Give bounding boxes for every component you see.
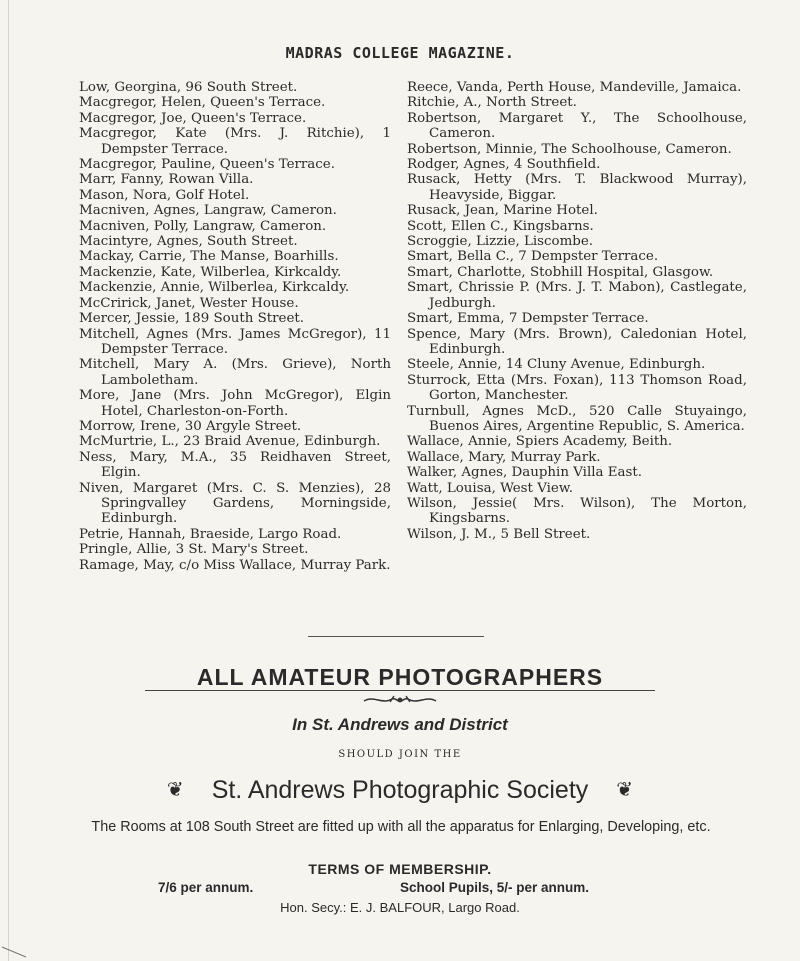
advert-rooms-text: The Rooms at 108 South Street are fitted up with all the apparatus for Enlarging, Developing, etc. [91, 819, 711, 835]
list-item: Mitchell, Agnes (Mrs. James McGregor), 11 Dempster Terrace. [79, 326, 391, 357]
list-item: Robertson, Minnie, The Schoolhouse, Cameron. [407, 141, 732, 157]
directory-right-column [407, 80, 747, 542]
list-item: Mason, Nora, Golf Hotel. [79, 187, 250, 203]
list-item: Sturrock, Etta (Mrs. Foxan), 113 Thomson Road, Gorton, Manchester. [407, 372, 747, 404]
list-item: Petrie, Hannah, Braeside, Largo Road. [79, 526, 342, 542]
list-item: Ramage, May, c/o Miss Wallace, Murray Park. [79, 557, 391, 573]
list-item: Wilson, Jessie( Mrs. Wilson), The Morton, Kingsbarns. [407, 495, 747, 527]
list-item: Mackay, Carrie, The Manse, Boarhills. [79, 249, 339, 265]
list-item: Rusack, Jean, Marine Hotel. [407, 203, 598, 219]
ornament-icon [360, 693, 440, 707]
terms-heading: TERMS OF MEMBERSHIP. [308, 861, 492, 877]
list-item: Mitchell, Mary A. (Mrs. Grieve), North Lamboletham. [79, 357, 391, 388]
list-item: Steele, Annie, 14 Cluny Avenue, Edinburgh. [407, 357, 706, 373]
fee-annual: 7/6 per annum. [158, 880, 254, 895]
list-item: Scroggie, Lizzie, Liscombe. [407, 234, 594, 250]
leaf-ornament-icon: ❦ [616, 779, 634, 801]
list-item: Niven, Margaret (Mrs. C. S. Menzies), 28 Springvalley Gardens, Morningside, Edinburgh. [79, 480, 391, 527]
list-item: Ritchie, A., North Street. [407, 95, 577, 111]
list-item: Mackenzie, Kate, Wilberlea, Kirkcaldy. [79, 264, 342, 280]
section-divider [308, 636, 484, 637]
list-item: McCririck, Janet, Wester House. [79, 295, 299, 311]
list-item: Rodger, Agnes, 4 Southfield. [407, 157, 601, 173]
list-item: Turnbull, Agnes McD., 520 Calle Stuyaingo, Buenos Aires, Argentine Republic, S. America. [407, 403, 747, 434]
list-item: Macgregor, Kate (Mrs. J. Ritchie), 1 Dempster Terrace. [79, 126, 391, 157]
list-item: Morrow, Irene, 30 Argyle Street. [79, 418, 302, 434]
list-item: Macniven, Agnes, Langraw, Cameron. [79, 203, 337, 219]
list-item: Low, Georgina, 96 South Street. [79, 80, 298, 95]
list-item: Wallace, Annie, Spiers Academy, Beith. [407, 434, 673, 450]
list-item: More, Jane (Mrs. John McGregor), Elgin Hotel, Charleston-on-Forth. [79, 388, 391, 419]
list-item: Spence, Mary (Mrs. Brown), Caledonian Hotel, Edinburgh. [407, 326, 747, 357]
page-title: MADRAS COLLEGE MAGAZINE. [285, 44, 515, 62]
page-edge [8, 0, 9, 961]
list-item: McMurtrie, L., 23 Braid Avenue, Edinburgh. [79, 434, 381, 450]
advert-subtitle: In St. Andrews and District [292, 715, 508, 734]
society-name-line [0, 776, 800, 805]
directory-left-column [79, 80, 391, 573]
list-item: Smart, Bella C., 7 Dempster Terrace. [407, 249, 659, 265]
list-item: Scott, Ellen C., Kingsbarns. [407, 218, 594, 234]
list-item: Marr, Fanny, Rowan Villa. [79, 172, 254, 188]
list-item: Wallace, Mary, Murray Park. [407, 449, 601, 465]
list-item: Smart, Chrissie P. (Mrs. J. T. Mabon), Castlegate, Jedburgh. [407, 280, 747, 311]
list-item: Pringle, Allie, 3 St. Mary's Street. [79, 542, 309, 558]
list-item: Macgregor, Joe, Queen's Terrace. [79, 110, 307, 126]
list-item: Rusack, Hetty (Mrs. T. Blackwood Murray), Heavyside, Biggar. [407, 172, 747, 203]
list-item: Smart, Emma, 7 Dempster Terrace. [407, 311, 649, 327]
list-item: Macgregor, Pauline, Queen's Terrace. [79, 157, 335, 173]
list-item: Robertson, Margaret Y., The Schoolhouse, Cameron. [407, 110, 747, 142]
advert-title: ALL AMATEUR PHOTOGRAPHERS [196, 664, 604, 690]
advert-join-text: SHOULD JOIN THE [338, 749, 462, 760]
society-name: St. Andrews Photographic Society [211, 776, 589, 804]
list-item: Reece, Vanda, Perth House, Mandeville, Jamaica. [407, 80, 742, 95]
leaf-ornament-icon: ❦ [166, 779, 184, 801]
list-item: Macintyre, Agnes, South Street. [79, 234, 298, 250]
list-item: Smart, Charlotte, Stobhill Hospital, Glasgow. [407, 264, 714, 280]
list-item: Watt, Louisa, West View. [407, 480, 573, 496]
list-item: Walker, Agnes, Dauphin Villa East. [407, 465, 643, 481]
list-item: Mercer, Jessie, 189 South Street. [79, 311, 305, 327]
corner-scratch [0, 945, 30, 959]
list-item: Macniven, Polly, Langraw, Cameron. [79, 218, 327, 234]
list-item: Ness, Mary, M.A., 35 Reidhaven Street, Elgin. [79, 449, 391, 481]
list-item: Wilson, J. M., 5 Bell Street. [407, 526, 591, 542]
list-item: Mackenzie, Annie, Wilberlea, Kirkcaldy. [79, 280, 350, 296]
fee-pupils: School Pupils, 5/- per annum. [400, 880, 590, 895]
secretary-line: Hon. Secy.: E. J. BALFOUR, Largo Road. [280, 900, 520, 915]
advert-rule [145, 690, 655, 691]
list-item: Macgregor, Helen, Queen's Terrace. [79, 95, 326, 111]
